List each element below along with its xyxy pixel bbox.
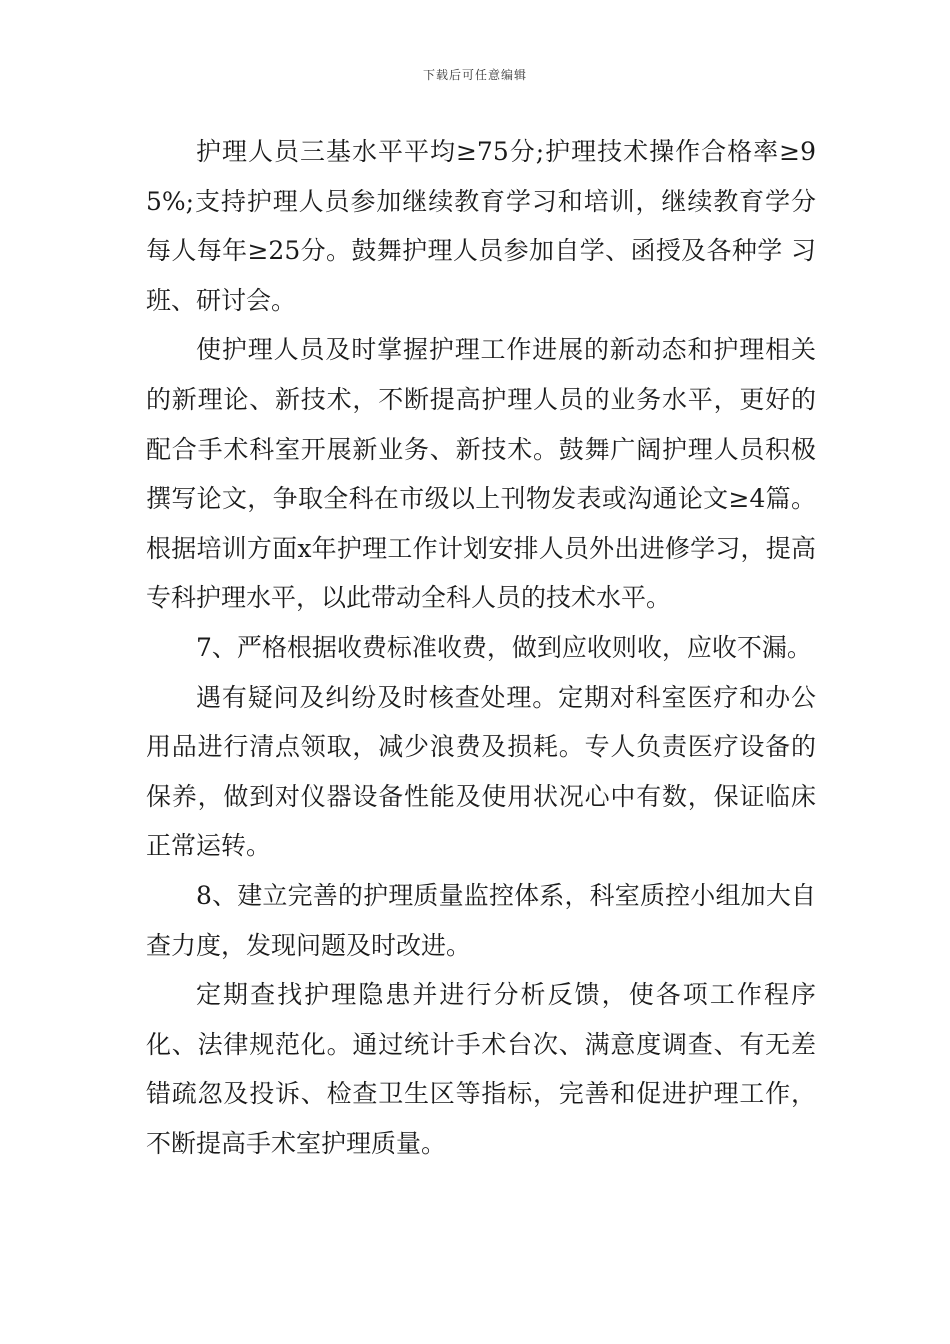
paragraph: 定期查找护理隐患并进行分析反馈，使各项工作程序化、法律规范化。通过统计手术台次、满意度调查、有无差错疏忽及投诉、检查卫生区等指标，完善和促进护理工作，不断提高手术室护理质量。 bbox=[146, 980, 816, 1158]
page-header: 下载后可任意编辑 bbox=[422, 68, 527, 82]
document-body bbox=[146, 127, 816, 1168]
paragraph: 护理人员三基水平平均≥75分;护理技术操作合格率≥95%;支持护理人员参加继续教育学习和培训，继续教育学分每人每年≥25分。鼓舞护理人员参加自学、函授及各种学 习班、研讨会。 bbox=[146, 137, 816, 315]
paragraph: 8、建立完善的护理质量监控体系，科室质控小组加大自查力度，发现问题及时改进。 bbox=[146, 880, 816, 960]
paragraph: 使护理人员及时掌握护理工作进展的新动态和护理相关的新理论、新技术，不断提高护理人员的业务水平，更好的配合手术科室开展新业务、新技术。鼓舞广阔护理人员积极撰写论文，争取全科在市级以上刊物发表或沟通论文≥4篇。根据培训方面x年护理工作计划安排人员外出进修学习，提高专科护理水平，以此带动全科人员的技术水平。 bbox=[146, 335, 816, 613]
paragraph: 7、严格根据收费标准收费，做到应收则收，应收不漏。 bbox=[196, 632, 812, 662]
paragraph: 遇有疑问及纠纷及时核查处理。定期对科室医疗和办公用品进行清点领取，减少浪费及损耗。专人负责医疗设备的保养，做到对仪器设备性能及使用状况心中有数，保证临床正常运转。 bbox=[146, 682, 816, 861]
